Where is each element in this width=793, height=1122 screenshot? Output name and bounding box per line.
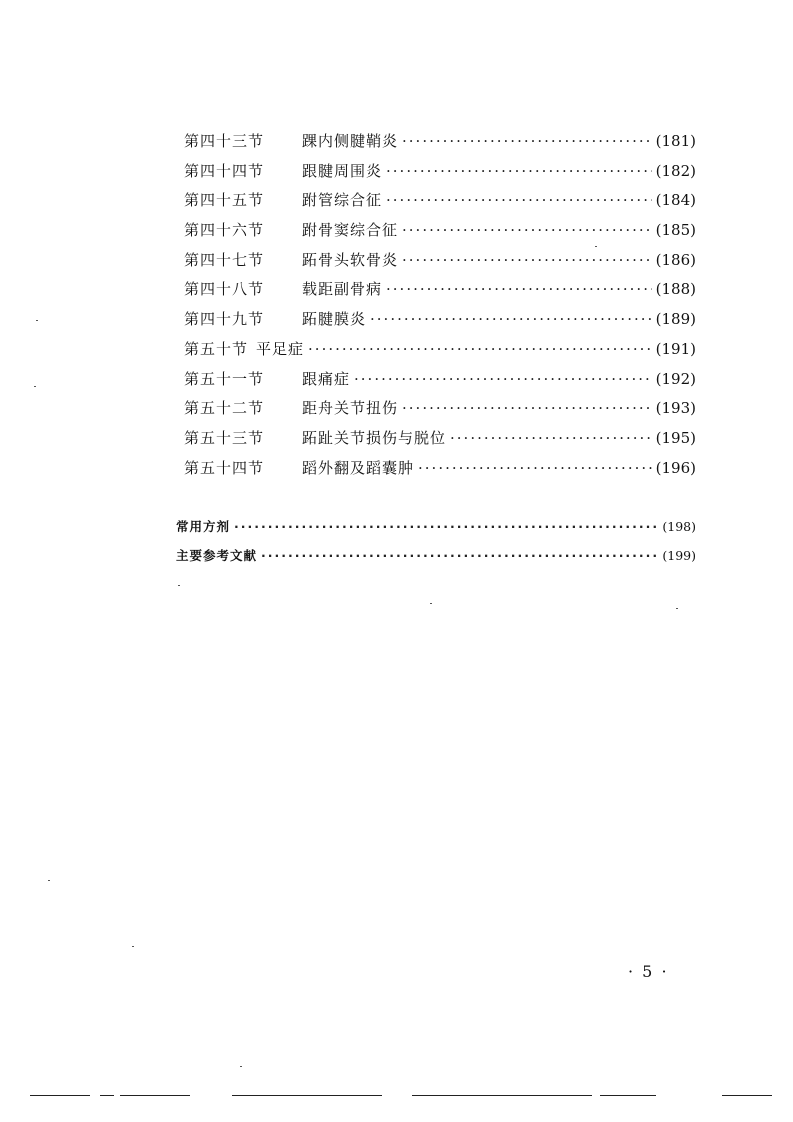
table-of-contents [184,127,696,483]
toc-section-number: 第四十五节 [184,191,265,210]
toc-entry-title: 跖骨头软骨炎 [302,250,399,269]
scan-speck [34,386,36,387]
dot-leader [386,157,652,187]
dot-leader [402,246,652,276]
toc-page-number: (199) [662,548,696,563]
dot-leader [261,541,658,570]
scan-edge-line [100,1095,114,1096]
toc-page-number: (186) [655,250,696,269]
toc-section-number: 第四十三节 [184,132,265,150]
toc-section-number: 第四十八节 [184,280,265,299]
scan-speck [676,608,678,609]
toc-entry [184,394,696,424]
scan-speck [240,1066,242,1067]
toc-entry-title: 蹈外翻及蹈囊肿 [302,458,415,477]
toc-entry-title: 距舟关节扭伤 [302,399,399,418]
toc-entry-title: 踝内侧腱鞘炎 [302,132,399,150]
toc-page-number: (192) [655,369,696,388]
dot-leader [402,127,652,157]
back-matter-list [176,512,696,570]
scan-speck [595,246,597,247]
toc-section-number: 第五十二节 [184,399,265,418]
dot-leader [450,424,652,454]
dot-leader [418,454,652,484]
scan-edge-line [722,1095,772,1096]
toc-page-number: (181) [655,132,696,150]
toc-entry-title: 跟腱周围炎 [302,161,383,180]
toc-entry-title: 跖腱膜炎 [302,310,367,329]
toc-section-number: 第四十四节 [184,161,265,180]
toc-page-number: (191) [655,339,696,358]
scan-edge-line [232,1095,382,1096]
toc-entry [184,246,696,276]
scan-edge-line [120,1095,190,1096]
toc-section-number: 第五十四节 [184,458,265,477]
toc-section-number: 第四十九节 [184,310,265,329]
dot-leader [370,305,652,335]
toc-section-number: 第四十七节 [184,250,265,269]
dot-leader [386,275,652,305]
scan-speck [430,603,432,604]
dot-leader [402,394,652,424]
toc-section-number: 第五十一节 [184,369,265,388]
toc-entry-title: 跟痛症 [302,369,351,388]
toc-entry [184,424,696,454]
toc-entry [184,216,696,246]
dot-leader [402,216,652,246]
toc-page-number: (185) [655,221,696,240]
dot-leader [308,335,652,365]
scan-speck [132,946,134,947]
toc-entry [184,157,696,187]
toc-section-number: 第五十节 [184,339,249,358]
toc-entry [184,335,696,365]
toc-entry-title: 主要参考文献 [176,548,258,563]
toc-entry-title: 跗骨窦综合征 [302,221,399,240]
dot-leader [386,186,652,216]
scan-edge-line [412,1095,592,1096]
toc-page-number: (182) [655,161,696,180]
toc-entry [176,512,696,541]
toc-entry-title: 常用方剂 [176,519,231,534]
toc-entry-title: 平足症 [256,339,305,358]
scan-speck [36,320,38,321]
scan-edge-line [600,1095,656,1096]
toc-entry [184,305,696,335]
toc-entry-title: 载距副骨病 [302,280,383,299]
dot-leader [354,365,652,395]
scan-speck [178,585,180,586]
toc-page-number: (188) [655,280,696,299]
toc-page-number: (189) [655,310,696,329]
toc-section-number: 第五十三节 [184,428,265,447]
toc-entry [184,365,696,395]
dot-leader [234,512,658,541]
toc-entry [184,275,696,305]
toc-entry-title: 跖趾关节损伤与脱位 [302,428,447,447]
toc-section-number: 第四十六节 [184,221,265,240]
toc-entry-title: 跗管综合征 [302,191,383,210]
toc-page-number: (195) [655,428,696,447]
toc-page-number: (184) [655,191,696,210]
toc-entry [184,127,696,157]
toc-page-number: (198) [662,519,696,534]
scan-edge-line [30,1095,90,1096]
toc-entry [184,186,696,216]
toc-page-number: (193) [655,399,696,418]
toc-page-number: (196) [655,458,696,477]
toc-entry [176,541,696,570]
toc-entry [184,454,696,484]
scan-speck [48,880,50,881]
page-number: · 5 · [628,962,669,981]
